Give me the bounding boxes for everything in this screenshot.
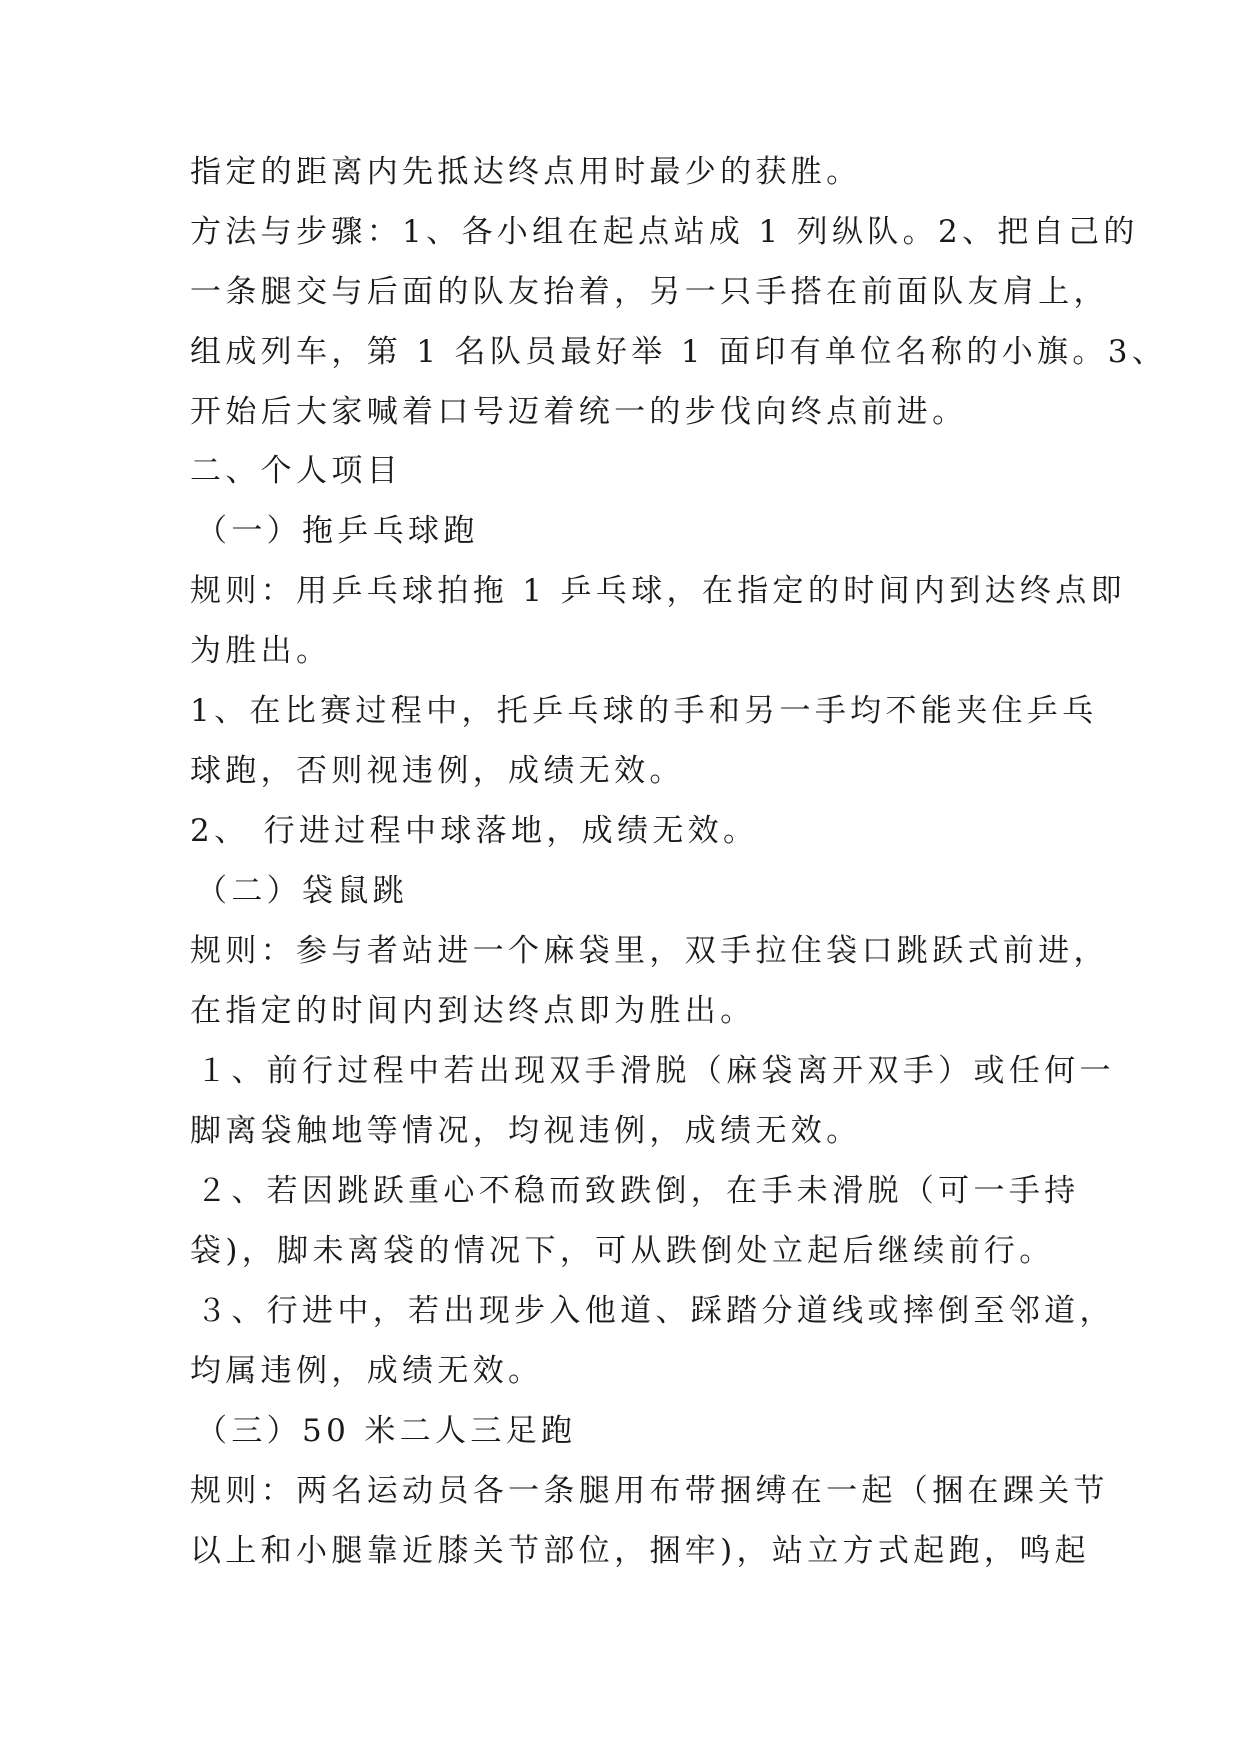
text-line: 1、在比赛过程中，托乒乓球的手和另一手均不能夹住乒乓 xyxy=(190,693,1098,729)
text-line: 方法与步骤：1、各小组在起点站成 1 列纵队。2、把自己的 xyxy=(190,214,1139,250)
subsection-heading: （二）袋鼠跳 xyxy=(196,873,409,909)
text-line: 2、 行进过程中球落地，成绩无效。 xyxy=(190,813,759,849)
text-line: 袋)，脚未离袋的情况下，可从跌倒处立起后继续前行。 xyxy=(190,1233,1055,1269)
text-line: １、前行过程中若出现双手滑脱（麻袋离开双手）或任何一 xyxy=(196,1053,1115,1089)
text-line: 指定的距离内先抵达终点用时最少的获胜。 xyxy=(190,154,862,190)
text-line: 开始后大家喊着口号迈着统一的步伐向终点前进。 xyxy=(190,394,968,430)
text-line: 球跑，否则视违例，成绩无效。 xyxy=(190,753,685,789)
text-line: 均属违例，成绩无效。 xyxy=(190,1353,544,1389)
text-line: 组成列车，第 1 名队员最好举 1 面印有单位名称的小旗。3、 xyxy=(190,334,1168,370)
section-heading: 二、个人项目 xyxy=(190,453,403,489)
text-line: ２、若因跳跃重心不稳而致跌倒，在手未滑脱（可一手持 xyxy=(196,1173,1080,1209)
text-line: 以上和小腿靠近膝关节部位，捆牢)，站立方式起跑，鸣起 xyxy=(190,1533,1090,1569)
text-line: ３、行进中，若出现步入他道、踩踏分道线或摔倒至邻道， xyxy=(196,1293,1115,1329)
text-line: 在指定的时间内到达终点即为胜出。 xyxy=(190,993,756,1029)
text-line: 一条腿交与后面的队友抬着，另一只手搭在前面队友肩上， xyxy=(190,274,1109,310)
text-line: 规则：用乒乓球拍拖 1 乒乓球，在指定的时间内到达终点即 xyxy=(190,573,1126,609)
text-line: 为胜出。 xyxy=(190,633,332,669)
text-line: 脚离袋触地等情况，均视违例，成绩无效。 xyxy=(190,1113,862,1149)
text-line: 规则：两名运动员各一条腿用布带捆缚在一起（捆在踝关节 xyxy=(190,1473,1109,1509)
text-line: 规则：参与者站进一个麻袋里，双手拉住袋口跳跃式前进， xyxy=(190,933,1109,969)
subsection-heading: （一）拖乒乓球跑 xyxy=(196,513,479,549)
subsection-heading: （三）50 米二人三足跑 xyxy=(196,1413,577,1449)
